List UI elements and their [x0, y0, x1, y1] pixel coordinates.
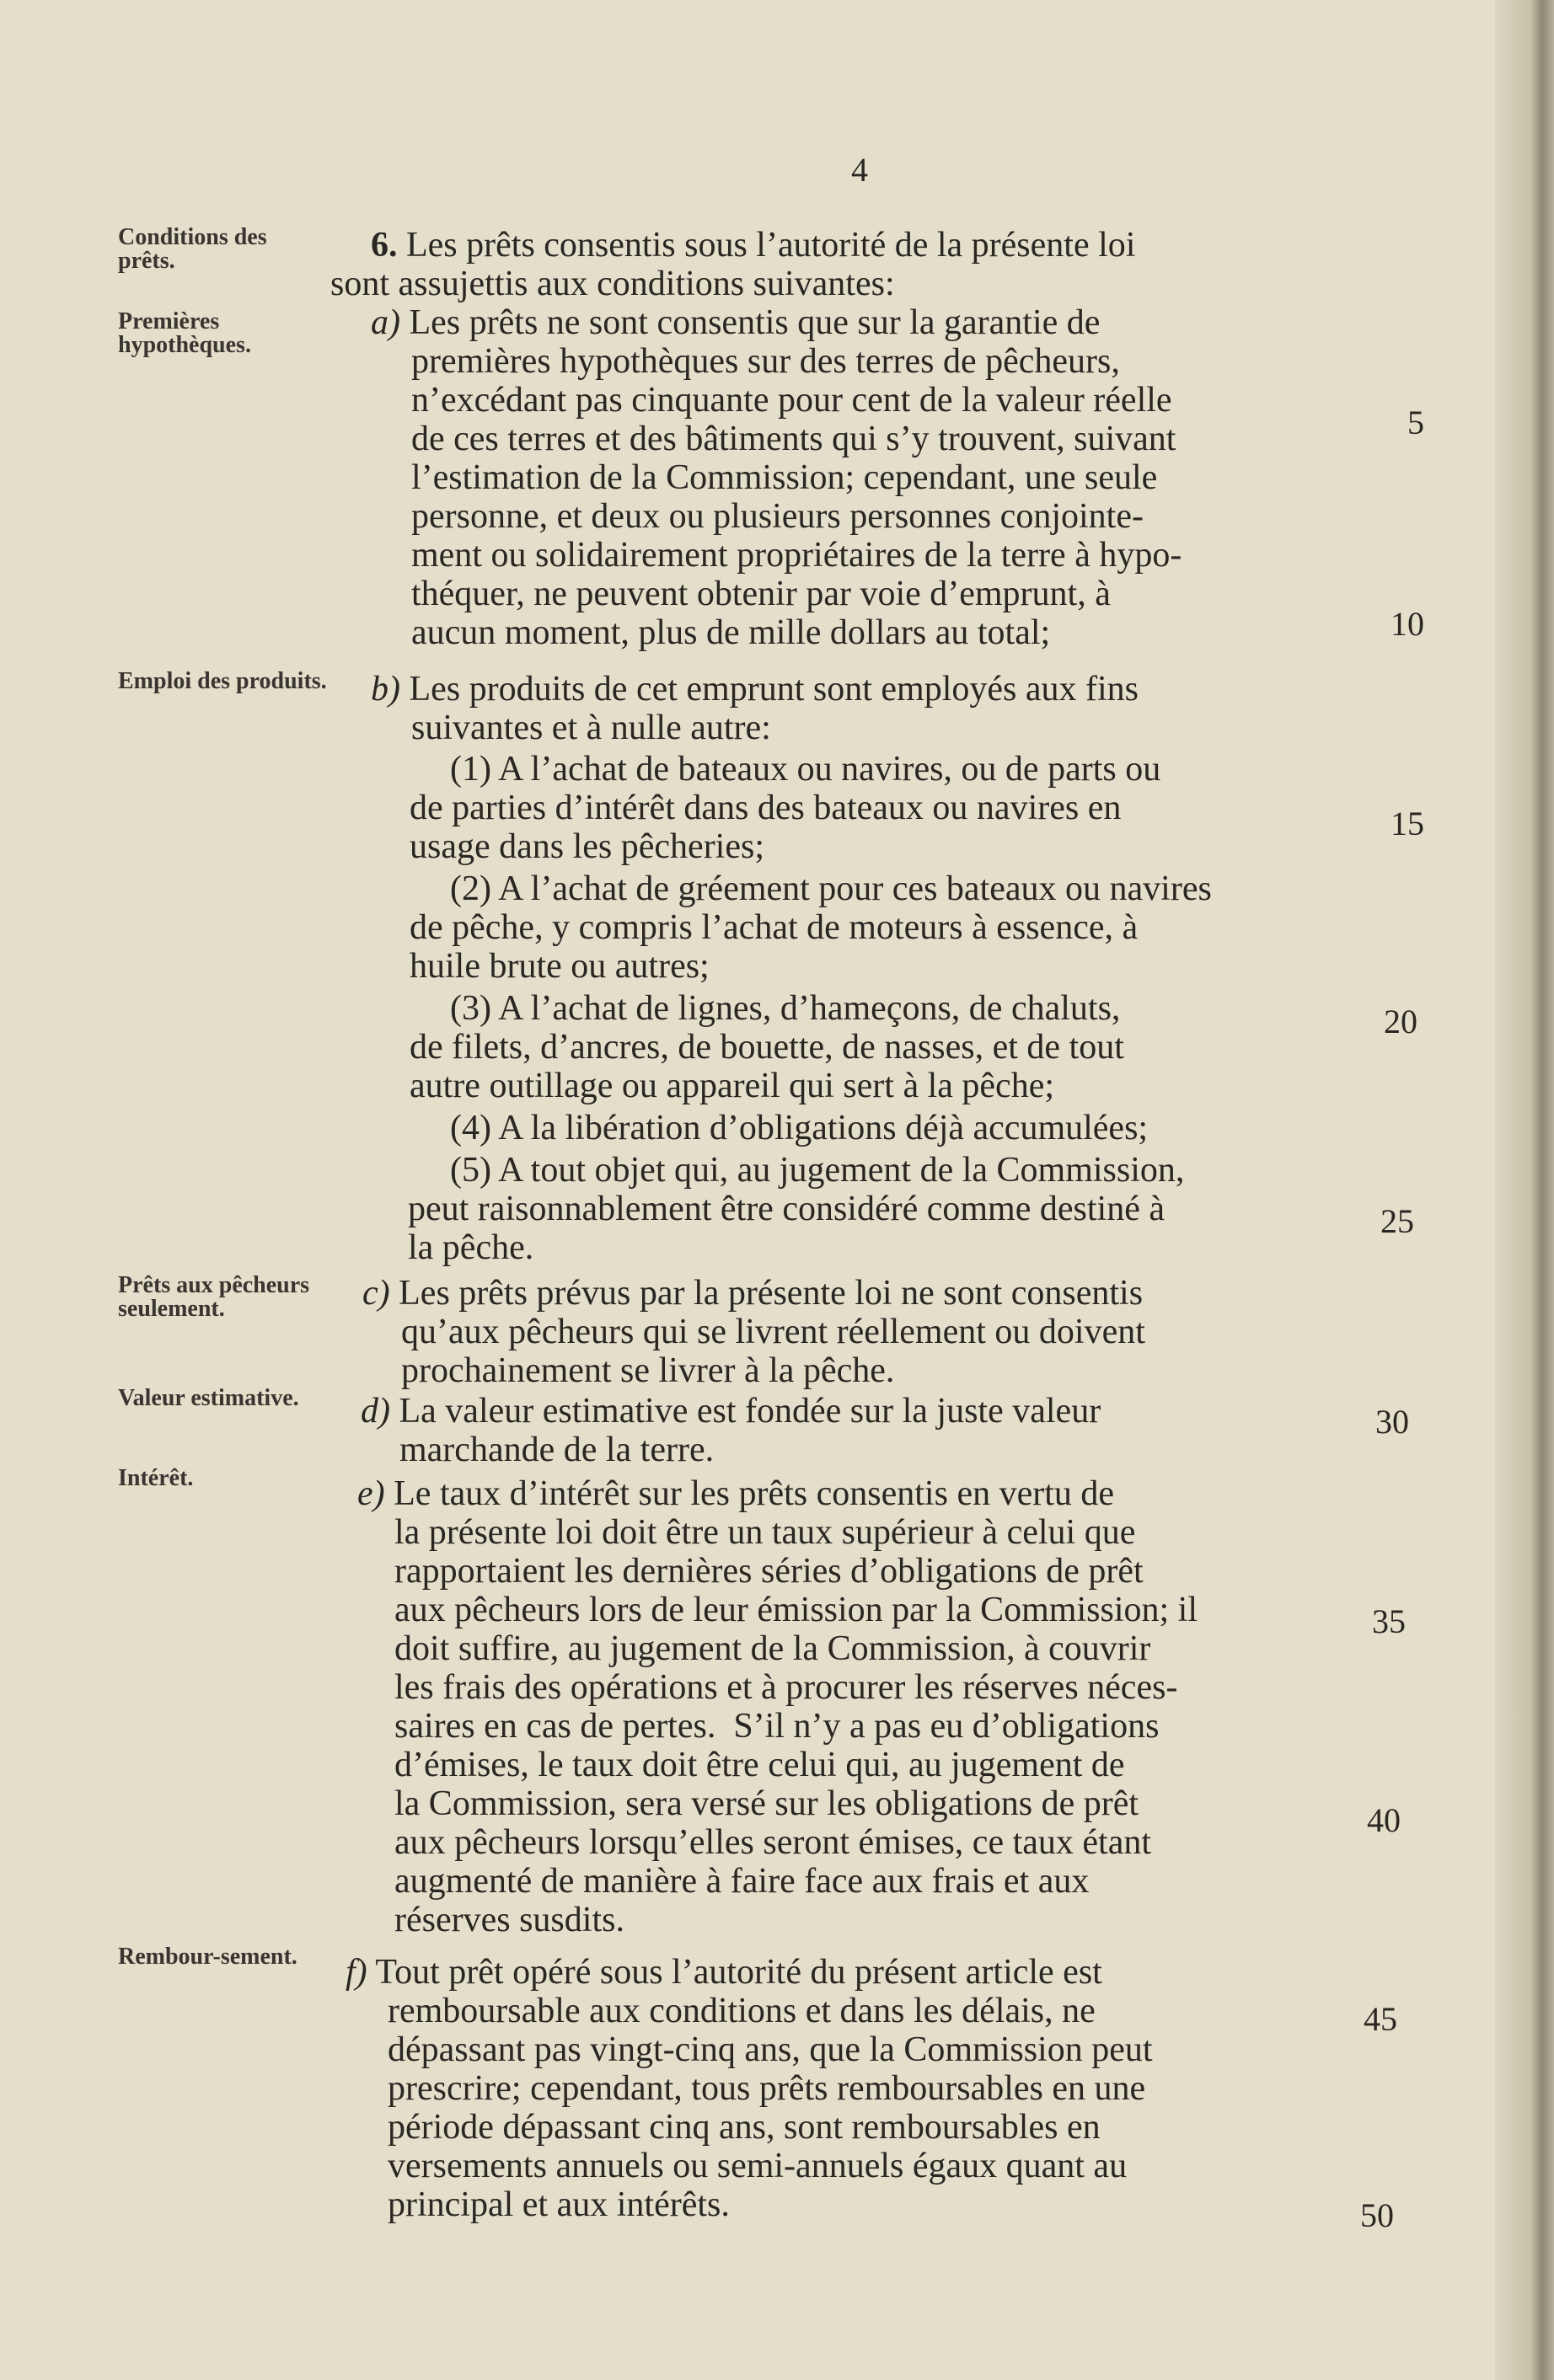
clause-e-label: e) [357, 1474, 385, 1513]
line-number: 10 [1391, 605, 1424, 643]
line-number: 30 [1375, 1403, 1409, 1441]
clause-f-first [346, 1953, 1102, 1992]
clause-f-line: dépassant pas vingt-cinq ans, que la Commission peut [388, 2030, 1153, 2069]
intro-line-1: Les prêts consentis sous l’autorité de la présente loi [406, 226, 1136, 265]
page-number: 4 [851, 151, 868, 189]
clause-d-line: marchande de la terre. [399, 1431, 715, 1469]
clause-a-line: n’excédant pas cinquante pour cent de la valeur réelle [411, 381, 1172, 420]
clause-a-line: l’estimation de la Commission; cependant, une seule [411, 458, 1158, 497]
clause-b-label: b) [371, 670, 400, 709]
clause-e-line: la Commission, sera versé sur les obligations de prêt [394, 1784, 1139, 1823]
clause-b-line: Les produits de cet emprunt sont employés aux fins [409, 670, 1139, 709]
clause-a-line: ment ou solidairement propriétaires de la terre à hypo- [411, 536, 1182, 575]
item-line: de parties d’intérêt dans des bateaux ou navires en [410, 789, 1122, 827]
clause-f-line: versements annuels ou semi-annuels égaux quant au [388, 2147, 1128, 2185]
line-number: 35 [1372, 1602, 1406, 1640]
item-line: usage dans les pêcheries; [410, 827, 765, 866]
clause-c-first [362, 1274, 1143, 1313]
margin-note-remboursement: Rembour-sement. [118, 1944, 297, 1970]
clause-c-line: Les prêts prévus par la présente loi ne sont consentis [399, 1274, 1144, 1313]
margin-note-conditions: Conditions des prêts. [118, 224, 267, 274]
margin-note-hypotheques: Premières hypothèques. [118, 308, 251, 358]
margin-note-prets-pecheurs: Prêts aux pêcheurs seulement. [118, 1272, 310, 1322]
clause-e-line: Le taux d’intérêt sur les prêts consentis en vertu de [394, 1474, 1115, 1513]
clause-f-line: période dépassant cinq ans, sont remboursables en [388, 2108, 1101, 2147]
clause-c-label: c) [362, 1274, 390, 1313]
section-number: 6. [371, 226, 398, 265]
margin-note-valeur: Valeur estimative. [118, 1385, 299, 1411]
clause-e-line: doit suffire, au jugement de la Commission, à couvrir [394, 1629, 1151, 1668]
item-line: de pêche, y compris l’achat de moteurs à essence, à [410, 908, 1139, 947]
clause-e-first [357, 1474, 1114, 1513]
clause-e-line: la présente loi doit être un taux supérieur à celui que [394, 1513, 1136, 1552]
binding-edge [1495, 0, 1554, 2380]
clause-a-line: de ces terres et des bâtiments qui s’y trouvent, suivant [411, 420, 1176, 458]
clause-a-label: a) [371, 303, 400, 342]
clause-c-line: prochainement se livrer à la pêche. [401, 1351, 895, 1390]
clause-a-line: Les prêts ne sont consentis que sur la garantie de [409, 303, 1101, 342]
clause-a-line: aucun moment, plus de mille dollars au total; [411, 613, 1051, 652]
item-line: autre outillage ou appareil qui sert à la pêche; [410, 1067, 1055, 1105]
clause-f-line: prescrire; cependant, tous prêts remboursables en une [388, 2069, 1146, 2108]
line-number: 5 [1407, 404, 1424, 441]
line-number: 20 [1384, 1003, 1417, 1040]
clause-f-line: remboursable aux conditions et dans les délais, ne [388, 1992, 1096, 2030]
clause-e-line: d’émises, le taux doit être celui qui, au jugement de [394, 1746, 1125, 1784]
intro-line-2: sont assujettis aux conditions suivantes: [330, 265, 895, 303]
clause-e-line: aux pêcheurs lors de leur émission par la Commission; il [394, 1591, 1198, 1629]
line-number: 15 [1391, 805, 1424, 842]
clause-e-line: réserves susdits. [394, 1901, 624, 1939]
item-line: (5) A tout objet qui, au jugement de la Commission, [450, 1151, 1185, 1190]
clause-e-line: saires en cas de pertes. S’il n’y a pas eu d’obligations [394, 1707, 1160, 1746]
clause-d-label: d) [361, 1392, 390, 1431]
clause-e-line: augmenté de manière à faire face aux frais et aux [394, 1862, 1090, 1901]
clause-f-line: Tout prêt opéré sous l’autorité du présent article est [375, 1953, 1102, 1992]
clause-e-line: rapportaient les dernières séries d’obligations de prêt [394, 1552, 1144, 1591]
line-number: 25 [1380, 1202, 1414, 1240]
item-line: (1) A l’achat de bateaux ou navires, ou de parts ou [450, 750, 1161, 789]
item-line: de filets, d’ancres, de bouette, de nasses, et de tout [410, 1028, 1124, 1067]
margin-note-emploi: Emploi des produits. [118, 668, 327, 694]
clause-d-first [361, 1392, 1101, 1431]
item-line: peut raisonnablement être considéré comme destiné à [408, 1190, 1165, 1228]
clause-f-line: principal et aux intérêts. [388, 2185, 730, 2224]
clause-a-line: personne, et deux ou plusieurs personnes conjointe- [411, 497, 1144, 536]
clause-a-line: théquer, ne peuvent obtenir par voie d’emprunt, à [411, 575, 1111, 613]
clause-e-line: aux pêcheurs lorsqu’elles seront émises, ce taux étant [394, 1823, 1152, 1862]
item-line: huile brute ou autres; [410, 947, 710, 986]
clause-e-line: les frais des opérations et à procurer les réserves néces- [394, 1668, 1178, 1707]
clause-d-line: La valeur estimative est fondée sur la juste valeur [399, 1392, 1101, 1431]
clause-a-line: premières hypothèques sur des terres de pêcheurs, [411, 342, 1120, 381]
item-line: (3) A l’achat de lignes, d’hameçons, de chaluts, [450, 989, 1121, 1028]
margin-note-interet: Intérêt. [118, 1465, 194, 1491]
line-number: 40 [1367, 1801, 1401, 1839]
clause-b-first [371, 670, 1139, 709]
item-line: (4) A la libération d’obligations déjà accumulées; [450, 1109, 1149, 1147]
line-number: 45 [1364, 2000, 1397, 2038]
item-line: (2) A l’achat de gréement pour ces bateaux ou navires [450, 869, 1212, 908]
section-heading [371, 226, 1135, 265]
clause-b-line: suivantes et à nulle autre: [411, 709, 771, 747]
item-line: la pêche. [408, 1228, 534, 1267]
clause-f-label: f) [346, 1953, 367, 1992]
clause-c-line: qu’aux pêcheurs qui se livrent réellement ou doivent [401, 1313, 1145, 1351]
clause-a-first [371, 303, 1100, 342]
line-number: 50 [1360, 2196, 1394, 2234]
